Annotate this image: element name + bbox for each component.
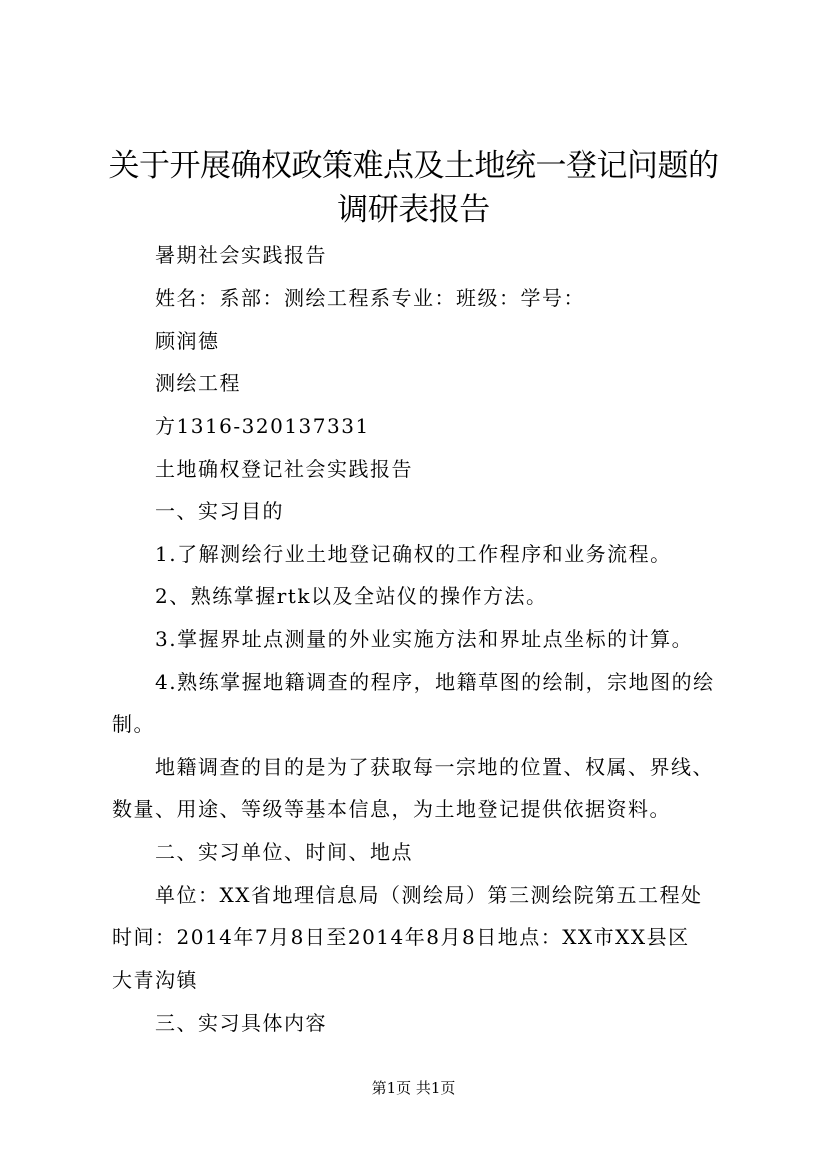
page-footer: 第1页 共1页 bbox=[371, 1079, 456, 1097]
document-title bbox=[0, 144, 827, 232]
purpose-item-4: 4.熟练掌握地籍调查的程序，地籍草图的绘制，宗地图的绘 bbox=[155, 670, 715, 694]
purpose-item-2: 2、熟练掌握rtk以及全站仪的操作方法。 bbox=[155, 584, 548, 608]
time-place-line: 时间：2014年7月8日至2014年8月8日地点：XX市XX县区 bbox=[112, 925, 690, 949]
document-title-line-2: 调研表报告 bbox=[337, 192, 490, 228]
info-line-class-number: 方1316-320137331 bbox=[155, 414, 370, 438]
section-heading-content: 三、实习具体内容 bbox=[155, 1011, 327, 1035]
purpose-item-3: 3.掌握界址点测量的外业实施方法和界址点坐标的计算。 bbox=[155, 627, 694, 651]
section-heading-unit-time-place: 二、实习单位、时间、地点 bbox=[155, 840, 413, 864]
section-heading-purpose: 一、实习目的 bbox=[155, 499, 284, 523]
info-line-name-dept: 姓名：系部：测绘工程系专业：班级：学号： bbox=[155, 286, 585, 310]
paragraph-cadastral-purpose: 地籍调查的目的是为了获取每一宗地的位置、权属、界线、 bbox=[155, 755, 714, 779]
document-title-line-1: 关于开展确权政策难点及土地统一登记问题的 bbox=[108, 148, 719, 184]
purpose-item-1: 1.了解测绘行业土地登记确权的工作程序和业务流程。 bbox=[155, 542, 672, 566]
unit-line: 单位：XX省地理信息局（测绘局）第三测绘院第五工程处 bbox=[155, 883, 703, 907]
purpose-item-4-continued: 制。 bbox=[112, 712, 155, 736]
info-line-major: 测绘工程 bbox=[155, 371, 241, 395]
report-heading: 土地确权登记社会实践报告 bbox=[155, 457, 413, 481]
subtitle-line: 暑期社会实践报告 bbox=[155, 243, 327, 267]
info-line-student-name: 顾润德 bbox=[155, 329, 220, 353]
paragraph-cadastral-purpose-continued: 数量、用途、等级等基本信息，为土地登记提供依据资料。 bbox=[112, 797, 671, 821]
place-line-continued: 大青沟镇 bbox=[112, 968, 198, 992]
